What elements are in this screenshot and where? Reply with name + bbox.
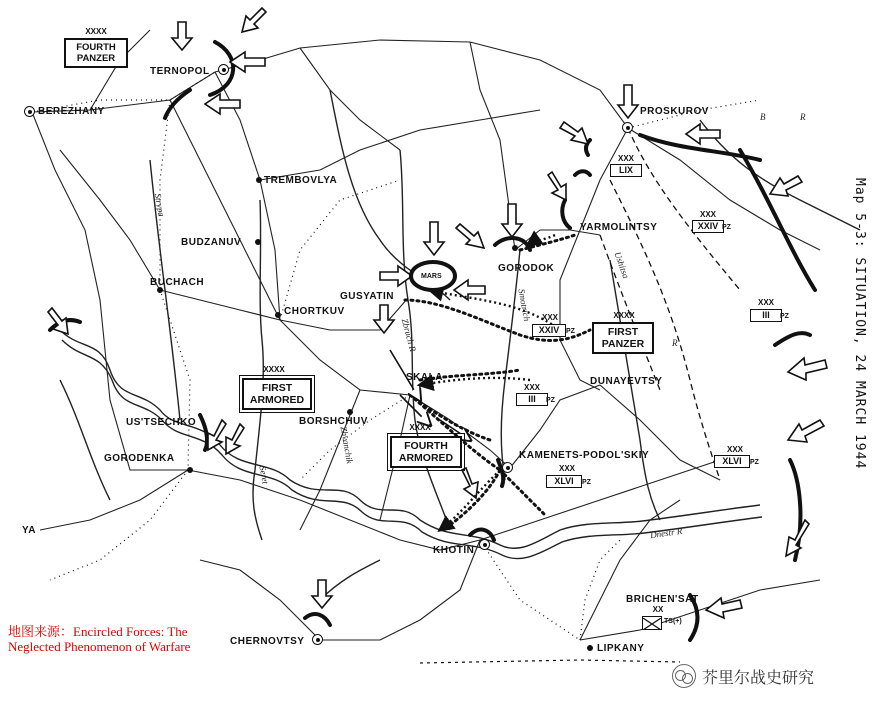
place-gusyatin: GUSYATIN <box>340 291 395 302</box>
river-r2: R <box>672 338 678 348</box>
arrow-proskurov-w <box>560 122 588 144</box>
xlvi-east-echelon: XXX <box>726 445 743 454</box>
place-budzanuv: BUDZANUV <box>181 237 242 248</box>
river-seret: Seret <box>257 465 271 485</box>
arrow-east-1 <box>770 176 802 196</box>
arrow-chernovtsy <box>312 580 332 608</box>
first-armored-box <box>242 378 312 410</box>
arrow-gorodok-e <box>454 280 485 300</box>
arrow-east-2 <box>788 358 827 380</box>
source-note: 地图来源：Encircled Forces: The Neglected Phenomenon of Warfare <box>8 624 191 654</box>
place-trembovlya: TREMBOVLYA <box>264 175 338 186</box>
arrow-gorodok-w <box>380 266 412 286</box>
attack-arrows <box>48 8 827 618</box>
lix-echelon: XXX <box>617 154 634 163</box>
iii-east-echelon: XXX <box>757 298 774 307</box>
place-khotin: KHOTIN <box>433 545 475 556</box>
river-strypa: Strypa <box>152 192 167 218</box>
fourth-armored-line2: ARMORED <box>398 452 454 464</box>
arrow-ternopol-ne <box>242 8 266 32</box>
arrow-ternopol-n <box>172 22 192 50</box>
xxiv-east-box: XXIV <box>692 220 724 233</box>
budzanuv-marker <box>255 239 261 245</box>
lix-box: LIX <box>610 164 642 177</box>
proskurov-marker <box>622 122 633 133</box>
river-smotrich: Smotrich <box>516 288 532 322</box>
arrow-gorodok-nw <box>456 224 484 248</box>
rivers <box>60 90 860 600</box>
ts-echelon: XX <box>652 605 664 614</box>
movement-routes <box>600 128 740 480</box>
xxiv-east-suffix: PZ <box>722 224 731 231</box>
xxiv-west-echelon: XXX <box>541 313 558 322</box>
arrow-east-4 <box>786 520 809 556</box>
fourth-panzer-box <box>64 38 128 68</box>
iii-west-suffix: PZ <box>546 397 555 404</box>
arrow-gorodok-n1 <box>424 222 444 255</box>
watermark-text: 芥里尔战史研究 <box>702 667 815 687</box>
borshchuv-marker <box>347 409 353 415</box>
first-panzer-line1: FIRST <box>607 326 639 338</box>
ts-unit-cross-icon <box>643 618 661 630</box>
fourth-armored-echelon: XXXX <box>409 423 431 432</box>
place-chortkuv: CHORTKUV <box>284 306 345 317</box>
chernovtsy-marker <box>312 634 323 645</box>
place-borshchuv: BORSHCHUV <box>299 416 368 427</box>
first-armored-line2: ARMORED <box>249 394 305 406</box>
arrow-ustsechko-2 <box>226 424 244 454</box>
xlvi-west-box: XLVI <box>546 475 582 488</box>
xlvi-west-suffix: PZ <box>582 479 591 486</box>
place-gorodok: GORODOK <box>498 263 555 274</box>
fourth-armored-box <box>390 436 462 468</box>
khotin-marker <box>479 539 490 550</box>
first-armored-echelon: XXXX <box>263 365 285 374</box>
arrow-east-3 <box>788 420 824 442</box>
fourth-panzer-line2: PANZER <box>76 53 116 64</box>
wechat-logo-icon <box>672 664 696 688</box>
iii-east-box: III <box>750 309 782 322</box>
ternopol-marker <box>218 64 229 75</box>
map-edge <box>420 660 680 663</box>
first-panzer-box <box>592 322 654 354</box>
fourth-panzer-line1: FOURTH <box>76 42 116 53</box>
fourth-panzer-echelon: XXXX <box>85 27 107 36</box>
xlvi-east-suffix: PZ <box>750 459 759 466</box>
river-r1: R <box>800 112 806 122</box>
gorodenka-marker <box>187 467 193 473</box>
arrow-proskurov-e <box>686 124 720 144</box>
place-berezhany: BEREZHANY <box>38 106 105 117</box>
place-ternopol: TERNOPOL <box>150 66 210 77</box>
trembovlya-marker <box>256 177 262 183</box>
berezhany-marker <box>24 106 35 117</box>
fourth-armored-line1: FOURTH <box>404 440 448 452</box>
place-lipkany: LIPKANY <box>597 643 645 654</box>
lipkany-marker <box>587 645 593 651</box>
place-dunayevtsy: DUNAYEVTSY <box>590 376 663 387</box>
first-panzer-echelon: XXXX <box>613 311 635 320</box>
river-zhvanchik: Zhvanchik <box>338 425 355 465</box>
arrow-yarmolintsy-1 <box>548 172 566 200</box>
first-armored-line1: FIRST <box>261 382 293 394</box>
ts-label: TS(+) <box>664 618 682 625</box>
arrow-kamenets-1 <box>462 468 478 498</box>
iii-east-suffix: PZ <box>780 313 789 320</box>
xxiv-west-box: XXIV <box>532 324 566 337</box>
pocket-label: MARS <box>421 273 442 280</box>
place-brichensat: BRICHEN'SAT <box>626 594 699 605</box>
ts-unit-box <box>642 616 662 630</box>
place-ustsechko: US'TSECHKO <box>126 417 197 428</box>
place-yarmolintsy: YARMOLINTSY <box>580 222 658 233</box>
railways <box>32 72 760 640</box>
arrow-ternopol-e <box>230 52 265 72</box>
first-panzer-line2: PANZER <box>601 338 645 350</box>
place-chernovtsy: CHERNOVTSY <box>230 636 305 647</box>
river-b: B <box>760 112 766 122</box>
place-kamenets: KAMENETS-PODOL'SKIY <box>519 450 650 461</box>
arrow-ustsechko-1 <box>208 420 226 450</box>
iii-west-box: III <box>516 393 548 406</box>
arrow-gorodok-n2 <box>502 204 522 237</box>
river-dnestr: Dnestr R <box>649 525 683 541</box>
watermark <box>672 664 814 688</box>
xxiv-east-echelon: XXX <box>699 210 716 219</box>
place-buchach: BUCHACH <box>150 277 205 288</box>
place-proskurov: PROSKUROV <box>640 106 709 117</box>
place-gorodenka: GORODENKA <box>104 453 175 464</box>
arrow-proskurov-n <box>618 85 638 118</box>
map-title: Map 5-3: SITUATION, 24 MARCH 1944 <box>852 178 867 470</box>
xlvi-east-box: XLVI <box>714 455 750 468</box>
gorodok-marker <box>512 245 518 251</box>
xlvi-west-echelon: XXX <box>558 464 575 473</box>
place-skala: SKALA <box>406 372 443 383</box>
chortkuv-marker <box>275 312 281 318</box>
place-ya: YA <box>22 525 36 536</box>
iii-west-echelon: XXX <box>523 383 540 392</box>
river-ushitsa: Ushitsa <box>612 250 632 280</box>
xxiv-west-suffix: PZ <box>566 328 575 335</box>
river-zbruch: Zbruch R <box>399 317 419 353</box>
ushitsa-river <box>610 260 660 520</box>
arrow-gusyatin-s <box>374 305 394 333</box>
kamenets-marker <box>502 462 513 473</box>
arrow-brichensat <box>706 598 742 618</box>
smotrich-river <box>501 250 520 480</box>
